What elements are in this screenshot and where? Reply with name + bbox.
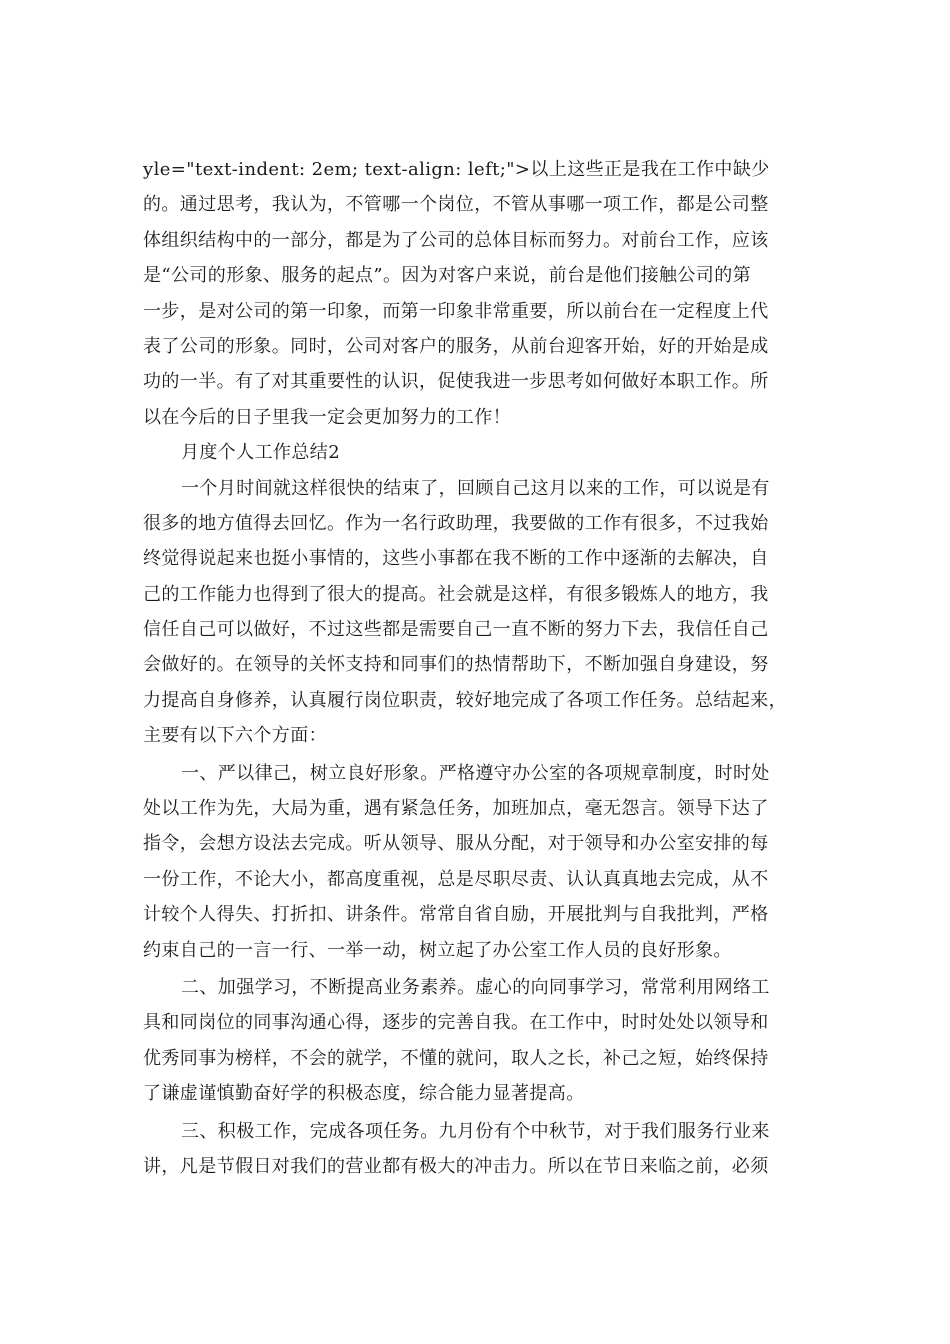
text-line: 会做好的。在领导的关怀支持和同事们的热情帮助下，不断加强自身建设，努 [143, 654, 769, 676]
text-line: 一步，是对公司的第一印象，而第一印象非常重要，所以前台在一定程度上代 [143, 300, 769, 322]
text-line: 讲，凡是节假日对我们的营业都有极大的冲击力。所以在节日来临之前，必须 [143, 1155, 769, 1177]
text-line: 功的一半。有了对其重要性的认识，促使我进一步思考如何做好本职工作。所 [143, 371, 769, 393]
paragraph-start: 一、严以律己，树立良好形象。严格遵守办公室的各项规章制度，时时处 [181, 762, 770, 784]
text-line: 一份工作，不论大小，都高度重视，总是尽职尽责、认认真真地去完成，从不 [143, 868, 769, 890]
document-body [143, 152, 805, 1184]
text-line: 是“公司的形象、服务的起点”。因为对客户来说，前台是他们接触公司的第 [143, 265, 752, 287]
text-line: 约束自己的一言一行、一举一动，树立起了办公室工作人员的良好形象。 [143, 939, 732, 961]
text-line: 信任自己可以做好，不过这些都是需要自己一直不断的努力下去，我信任自己 [143, 619, 769, 641]
text-line: 以在今后的日子里我一定会更加努力的工作！ [143, 406, 511, 428]
text-line: 处以工作为先，大局为重，遇有紧急任务，加班加点，毫无怨言。领导下达了 [143, 798, 769, 820]
text-line: 体组织结构中的一部分，都是为了公司的总体目标而努力。对前台工作，应该 [143, 229, 769, 251]
paragraph-start: 二、加强学习，不断提高业务素养。虚心的向同事学习，常常利用网络工 [181, 976, 770, 998]
text-line: yle="text-indent: 2em; text-align: left;">以上这些正是我在工作中缺少 [143, 159, 770, 180]
text-line: 很多的地方值得去回忆。作为一名行政助理，我要做的工作有很多，不过我始 [143, 512, 769, 534]
text-line: 表了公司的形象。同时，公司对客户的服务，从前台迎客开始，好的开始是成 [143, 335, 769, 357]
text-line: 力提高自身修养，认真履行岗位职责，较好地完成了各项工作任务。总结起来， [143, 689, 787, 711]
paragraph-start: 一个月时间就这样很快的结束了，回顾自己这月以来的工作，可以说是有 [181, 477, 770, 499]
text-line: 主要有以下六个方面： [143, 725, 327, 747]
text-line: 终觉得说起来也挺小事情的，这些小事都在我不断的工作中逐渐的去解决，自 [143, 548, 769, 570]
text-line: 了谦虚谨慎勤奋好学的积极态度，综合能力显著提高。 [143, 1083, 585, 1105]
section-heading: 月度个人工作总结2 [181, 442, 341, 464]
text-line: 指令，会想方设法去完成。听从领导、服从分配，对于领导和办公室安排的每 [143, 833, 769, 855]
text-line: 计较个人得失、打折扣、讲条件。常常自省自励，开展批判与自我批判，严格 [143, 904, 769, 926]
text-line: 的。通过思考，我认为，不管哪一个岗位，不管从事哪一项工作，都是公司整 [143, 194, 769, 216]
text-line: 具和同岗位的同事沟通心得，逐步的完善自我。在工作中，时时处处以领导和 [143, 1012, 769, 1034]
text-line: 优秀同事为榜样，不会的就学，不懂的就问，取人之长，补己之短，始终保持 [143, 1047, 769, 1069]
paragraph-start: 三、积极工作，完成各项任务。九月份有个中秋节，对于我们服务行业来 [181, 1120, 770, 1142]
text-line: 己的工作能力也得到了很大的提高。社会就是这样，有很多锻炼人的地方，我 [143, 583, 769, 605]
